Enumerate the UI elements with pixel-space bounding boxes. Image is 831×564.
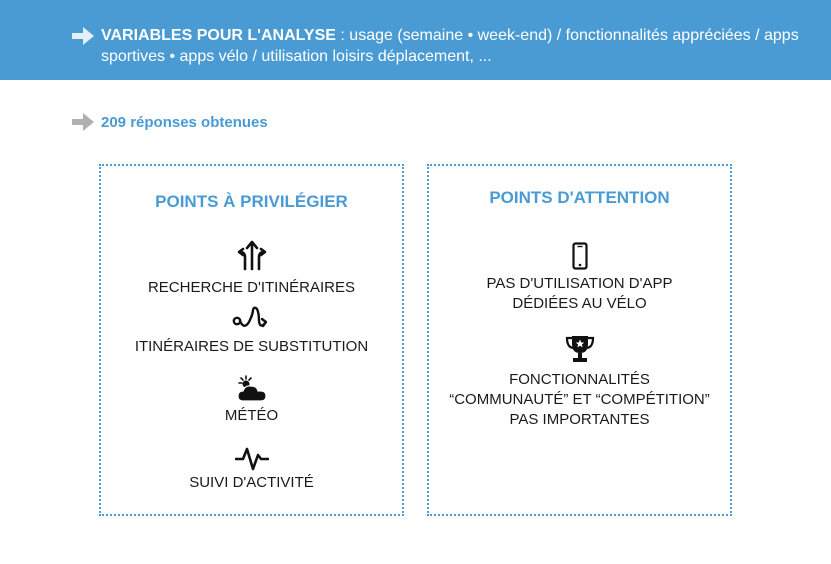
item-label: RECHERCHE D'ITINÉRAIRES [147,279,356,296]
analysis-variables-label: VARIABLES POUR L'ANALYSE [101,27,336,44]
points-to-prioritize-panel [99,164,404,516]
trophy-icon [564,334,596,364]
item-label-line: “COMMUNAUTÉ” ET “COMPÉTITION” [449,391,710,408]
item-label-line: DÉDIÉES AU VÉLO [512,295,647,312]
item-label-line: PAS IMPORTANTES [509,411,650,428]
directions-icon [236,239,268,271]
responses-count: 209 réponses obtenues [101,114,268,131]
panel-title: POINTS À PRIVILÉGIER [155,192,348,211]
route-icon [232,305,272,333]
item-label [429,370,730,430]
item-label: ITINÉRAIRES DE SUBSTITUTION [134,338,369,355]
item-label-line: FONCTIONNALITÉS [509,371,650,388]
analysis-variables-list: : usage (semaine • week-end) / fonctionnalités appréciées / apps sportives • apps vélo / utilisation loisirs déplacement, ... [101,27,799,65]
arrow-right-icon [70,25,96,47]
item-label: SUIVI D'ACTIVITÉ [189,474,314,491]
item-label-line: PAS D'UTILISATION D'APP [486,275,673,292]
item-label [429,274,730,314]
activity-pulse-icon [235,446,269,472]
points-of-attention-panel [427,164,732,516]
item-label: MÉTÉO [224,407,279,424]
header-banner [0,0,831,80]
smartphone-icon [572,242,588,270]
arrow-right-icon [70,111,96,133]
weather-icon [237,375,267,403]
analysis-variables-text [101,25,801,67]
panel-title: POINTS D'ATTENTION [489,188,670,207]
